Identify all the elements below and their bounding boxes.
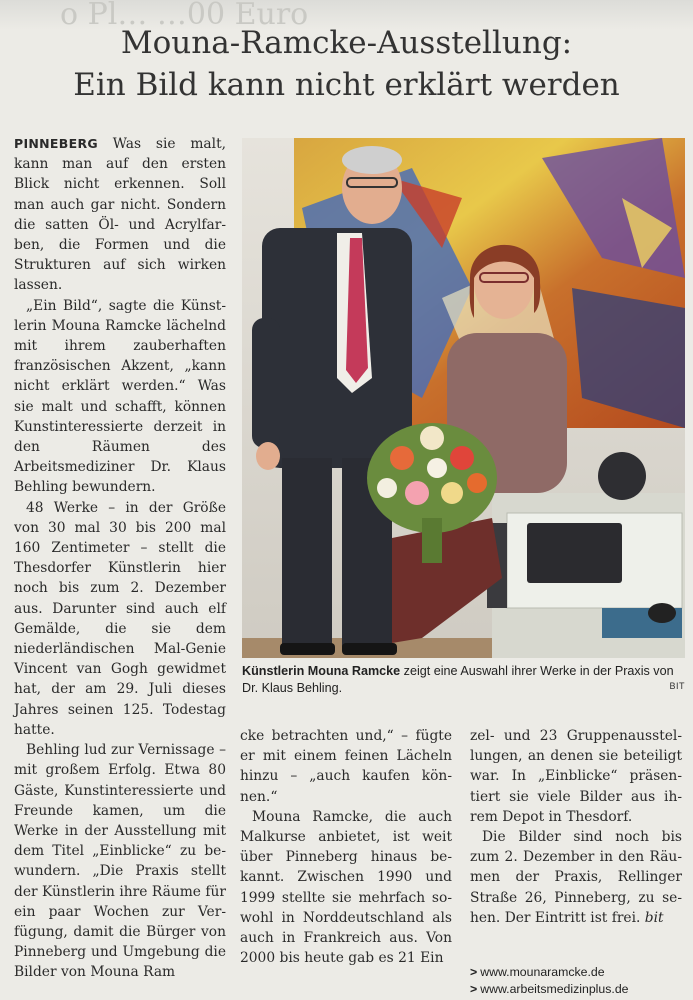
- paragraph-1-text: Was sie malt, kann man auf den ersten Blick nicht erkennen. Soll man auch gar nicht. Sondern die satten Öl- und Acrylfarben, die Formen und die Strukturen auf sich wirken lassen.: [14, 136, 226, 294]
- photo-caption: [242, 663, 685, 697]
- author-initials: bit: [644, 909, 664, 926]
- paragraph-8: [470, 827, 682, 928]
- headline-line-1: Mouna-Ramcke-Ausstellung:: [120, 25, 573, 61]
- caption-text: zeigt eine Auswahl ihrer Werke in der Praxis von Dr. Klaus Behling.: [242, 664, 674, 695]
- arrow-icon: >: [470, 965, 478, 979]
- caption-bold: Künstlerin Mouna Ramcke: [242, 664, 401, 678]
- paragraph-8-text: Die Bilder sind noch bis zum 2. Dezember in den Räumen der Praxis, Rellinger Straße 26, Pinneberg, zu sehen. Der Eintritt ist frei.: [470, 829, 682, 926]
- paragraph-4: Behling lud zur Vernissage – mit großem Erfolg. Etwa 80 Gäste, Kunstinteressierte und Freunde kamen, um die Werke in der Ausstellung mit dem Titel „Einblicke“ zu bewundern. „Die Praxis stellt der Künstlerin ihre Räume für ein paar Wochen zur Verfügung, damit die Bürger von Pinneberg und Umgebung die Bilder von Mouna Ram: [14, 742, 226, 981]
- article-column-1: [14, 134, 226, 983]
- headline: [14, 22, 679, 106]
- article-column-2: [240, 726, 452, 968]
- photo-artist-and-doctor-icon: [242, 138, 685, 658]
- article-photo: [242, 138, 685, 658]
- links-list: [470, 964, 685, 998]
- link-arbeitsmedizinplus[interactable]: [470, 981, 685, 998]
- link-url: www.mounaramcke.de: [480, 965, 605, 979]
- link-mounaramcke[interactable]: [470, 964, 685, 981]
- headline-line-2: Ein Bild kann nicht erklärt werden: [73, 67, 620, 103]
- paragraph-1: [14, 134, 226, 296]
- paragraph-7: zel- und 23 Gruppenausstellungen, an denen sie beteiligt war. In „Einblicke“ präsentiert sie viele Bilder aus ihrem Depot in Thesdorf.: [470, 728, 682, 825]
- paragraph-3: 48 Werke – in der Größe von 30 mal 30 bis 200 mal 160 Zentimeter – stellt die Thesdorfer Künstlerin hier noch bis zum 2. Dezember aus. Darunter sind auch elf Gemälde, die sie dem niederländischen Mal-Genie Vincent van Gogh gewidmet hat, der am 29. Juli dieses Jahres seinen 125. Todestag hatte.: [14, 499, 226, 738]
- paragraph-6: Mouna Ramcke, die auch Malkurse anbietet, ist weit über Pinneberg hinaus bekannt. Zwischen 1990 und 1999 stellte sie mehrfach sowohl in Norddeutschland als auch in Frankreich aus. Von 2000 bis heute gab es 21 Ein: [240, 808, 452, 967]
- paragraph-2: „Ein Bild“, sagte die Künstlerin Mouna Ramcke lächelnd mit ihrem zauberhaften französischen Akzent, „kann nicht erklärt werden.“ Was sie malt und schafft, können Kunstinteressierte derzeit in den Räumen des Arbeitsmediziner Dr. Klaus Behling bewundern.: [14, 297, 226, 496]
- link-url: www.arbeitsmedizinplus.de: [480, 982, 629, 996]
- photo-credit: BIT: [669, 681, 685, 691]
- dateline: PINNEBERG: [14, 136, 98, 151]
- paragraph-5: cke betrachten und,“ – fügte er mit einem feinen Lächeln hinzu – „auch kaufen können.“: [240, 728, 452, 805]
- article-column-3: [470, 726, 682, 928]
- arrow-icon: >: [470, 982, 478, 996]
- previous-article-bleed: o Pl… …00 Euro: [0, 0, 693, 30]
